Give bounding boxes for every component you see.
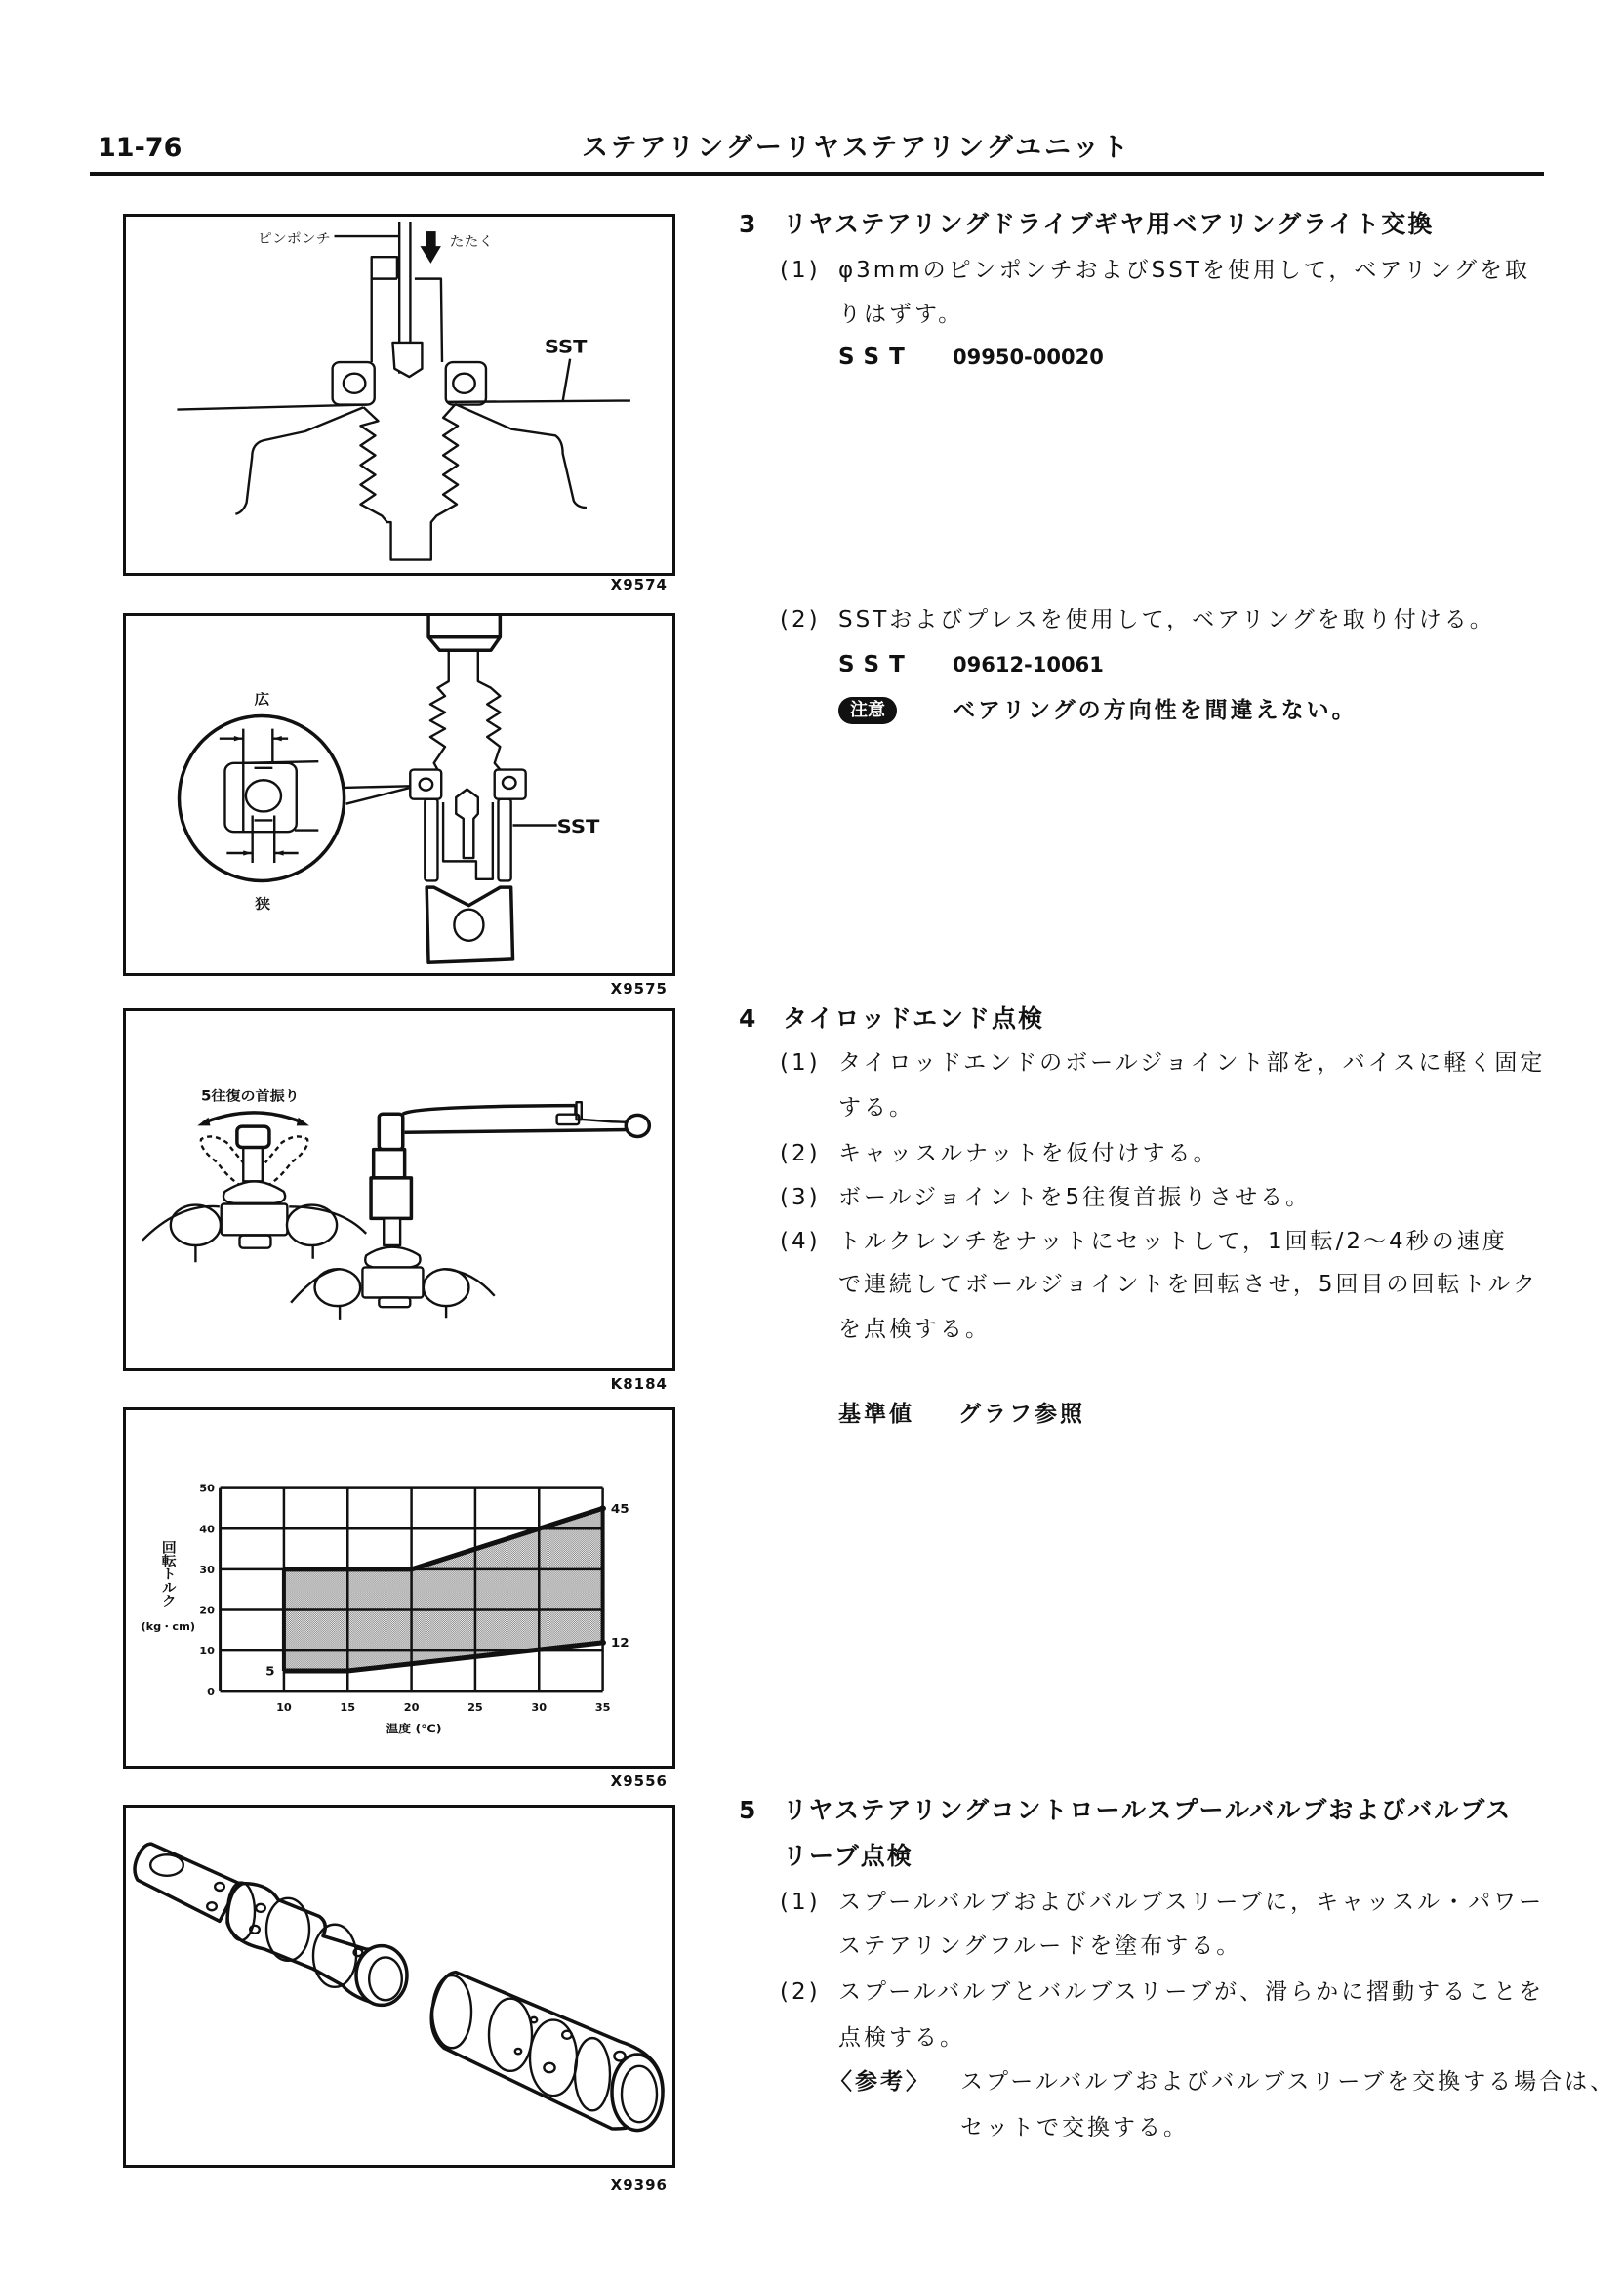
label-sst: SST — [556, 814, 600, 837]
data-label: 12 — [610, 1636, 629, 1651]
label-swing: 5往復の首振り — [201, 1089, 300, 1105]
standard-label: 基準値 — [838, 1402, 914, 1427]
step-label: (2) — [780, 1141, 821, 1166]
y-tick-label: 40 — [199, 1523, 215, 1536]
y-tick-label: 30 — [199, 1564, 215, 1576]
figure-ball-joint-check — [123, 1008, 675, 1371]
caution-text: ベアリングの方向性を間違えない。 — [953, 698, 1358, 723]
section-4-title: タイロッドエンド点検 — [783, 1004, 1045, 1033]
figure-torque-chart — [123, 1407, 675, 1769]
step-label: (2) — [780, 1979, 821, 2005]
figure-bearing-removal — [123, 214, 675, 576]
x-tick-label: 20 — [403, 1701, 420, 1714]
step-label: (4) — [780, 1229, 821, 1254]
torque-chart — [126, 1410, 672, 1766]
data-label: 5 — [265, 1664, 275, 1680]
section-3-title: リヤステアリングドライブギヤ用ベアリングライト交換 — [783, 210, 1435, 238]
figure-code: X9575 — [610, 980, 668, 998]
section-5-title: リヤステアリングコントロールスプールバルブおよびバルブス — [783, 1796, 1513, 1824]
bearing-removal-illustration — [126, 217, 672, 573]
y-axis-unit: (kg・cm) — [141, 1620, 195, 1634]
step-text: スプールバルブおよびバルブスリーブに，キャッスル・パワー — [838, 1890, 1545, 1915]
sst-code: 09612-10061 — [953, 653, 1104, 676]
spool-valve-illustration — [126, 1808, 672, 2165]
y-tick-label: 10 — [199, 1645, 215, 1658]
arrow-down-icon — [421, 231, 441, 264]
figure-code: X9396 — [610, 2177, 668, 2194]
page-number: 11-76 — [98, 133, 183, 163]
step-label: (1) — [780, 1890, 821, 1915]
x-axis-label: 温度 (℃) — [386, 1722, 442, 1735]
y-axis-label: 回転トルク — [159, 1540, 177, 1608]
figure-bearing-install — [123, 613, 675, 976]
ball-joint-illustration — [126, 1011, 672, 1368]
sst-label: SST — [838, 652, 914, 677]
step-label: (1) — [780, 258, 821, 283]
data-label: 45 — [610, 1502, 629, 1517]
y-tick-label: 0 — [207, 1686, 215, 1698]
y-tick-label: 20 — [199, 1605, 215, 1617]
label-pin-punch: ピンポンチ — [257, 231, 331, 247]
section-4-number: 4 — [739, 1004, 758, 1033]
x-tick-label: 35 — [594, 1701, 611, 1714]
page-title: ステアリングーリヤステアリングユニット — [582, 133, 1131, 163]
step-text: ボールジョイントを5往復首振りさせる。 — [838, 1185, 1312, 1210]
figure-spool-valve — [123, 1805, 675, 2168]
x-tick-label: 30 — [531, 1701, 548, 1714]
step-text: φ3mmのピンポンチおよびSSTを使用して，ベアリングを取 — [838, 258, 1531, 283]
step-text: タイロッドエンドのボールジョイント部を，バイスに軽く固定 — [838, 1050, 1546, 1076]
step-text: ステアリングフルードを塗布する。 — [838, 1934, 1242, 1959]
bearing-install-illustration — [126, 616, 672, 973]
step-text: SSTおよびプレスを使用して，ベアリングを取り付ける。 — [838, 607, 1495, 632]
label-tap: たたく — [449, 234, 494, 250]
x-tick-label: 25 — [467, 1701, 483, 1714]
data-point — [599, 1640, 606, 1646]
label-sst: SST — [544, 336, 588, 358]
standard-value: グラフ参照 — [958, 1402, 1085, 1427]
reference-label: 〈参考〉 — [830, 2069, 931, 2095]
step-text: キャッスルナットを仮付けする。 — [838, 1141, 1219, 1166]
step-label: (1) — [780, 1050, 821, 1076]
step-label: (2) — [780, 607, 821, 632]
label-narrow: 狭 — [255, 895, 271, 913]
step-text: 点検する。 — [838, 2025, 965, 2051]
reference-text: セットで交換する。 — [960, 2115, 1189, 2140]
step-text: スプールバルブとバルブスリーブが、滑らかに摺動することを — [838, 1979, 1545, 2005]
step-text: りはずす。 — [838, 302, 964, 327]
caution-badge: 注意 — [838, 697, 897, 724]
reference-text: スプールバルブおよびバルブスリーブを交換する場合は、 — [960, 2069, 1616, 2095]
y-tick-label: 50 — [199, 1483, 215, 1495]
figure-code: X9556 — [610, 1772, 668, 1790]
step-text: トルクレンチをナットにセットして，1回転/2〜4秒の速度 — [838, 1229, 1508, 1254]
data-point — [599, 1505, 606, 1511]
sst-label: SST — [838, 345, 914, 370]
section-5-number: 5 — [739, 1796, 758, 1824]
figure-code: X9574 — [610, 576, 668, 593]
figure-code: K8184 — [610, 1375, 668, 1393]
x-tick-label: 10 — [276, 1701, 292, 1714]
section-5-title-cont: リーブ点検 — [783, 1842, 914, 1870]
step-text: で連続してボールジョイントを回転させ，5回目の回転トルク — [838, 1272, 1538, 1297]
label-wide: 広 — [254, 691, 270, 709]
section-3-number: 3 — [739, 210, 758, 238]
step-text: する。 — [838, 1095, 914, 1120]
sst-code: 09950-00020 — [953, 346, 1104, 369]
header-rule — [90, 172, 1544, 176]
x-tick-label: 15 — [340, 1701, 356, 1714]
step-label: (3) — [780, 1185, 821, 1210]
step-text: を点検する。 — [838, 1317, 991, 1342]
